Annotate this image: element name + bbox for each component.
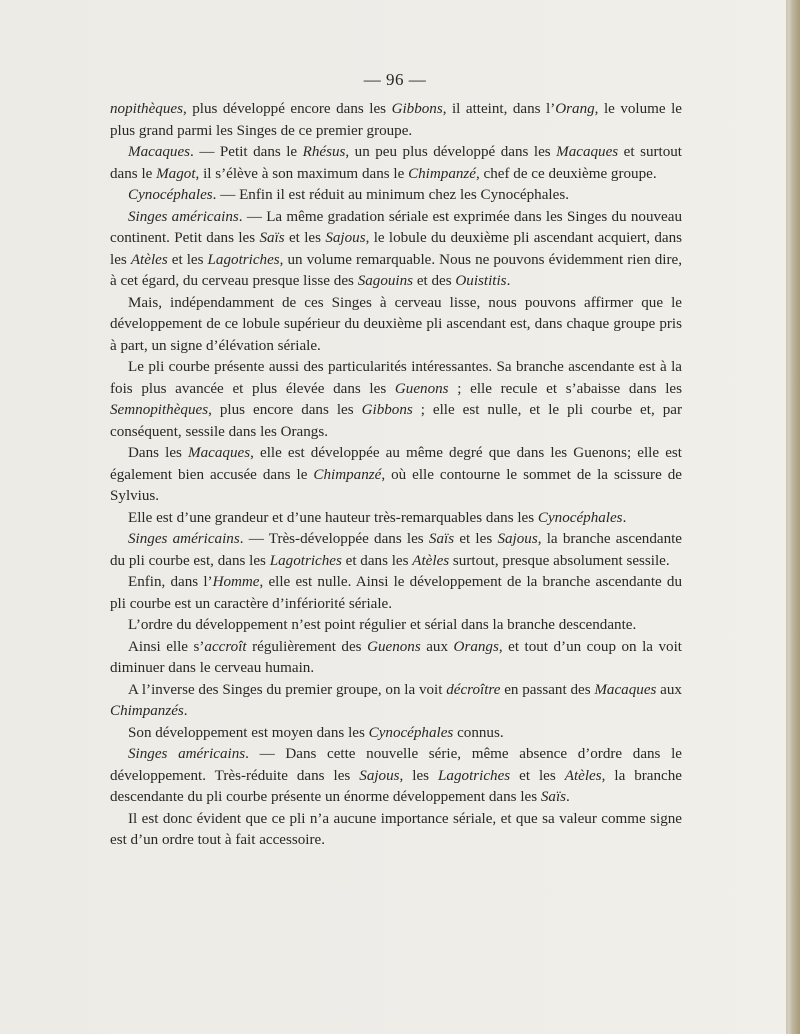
paragraph: Enfin, dans l’Homme, elle est nulle. Ainsi le développement de la branche ascendante du pli courbe est un caractère d’infériorité sériale.	[110, 574, 682, 612]
paragraph: A l’inverse des Singes du premier groupe, on la voit décroître en passant des Macaques aux Chimpanzés.	[110, 681, 682, 719]
body-text	[110, 99, 682, 852]
paragraph: Il est donc évident que ce pli n’a aucune importance sériale, et que sa valeur comme signe est d’un ordre tout à fait accessoire.	[110, 810, 682, 848]
paragraph: Ainsi elle s’accroît régulièrement des Guenons aux Orangs, et tout d’un coup on la voit diminuer dans le cerveau humain.	[110, 638, 682, 676]
paragraph: Le pli courbe présente aussi des particularités intéressantes. Sa branche ascendante est à la fois plus avancée et plus élevée dans les Guenons ; elle recule et s’abaisse dans les Semnopithèques, plus encore dans les Gibbons ; elle est nulle, et le pli courbe et, par conséquent, sessile dans les Orangs.	[110, 359, 682, 440]
paragraph: Dans les Macaques, elle est développée au même degré que dans les Guenons; elle est également bien accusée dans le Chimpanzé, où elle contourne le sommet de la scissure de Sylvius.	[110, 445, 682, 504]
paragraph: Mais, indépendamment de ces Singes à cerveau lisse, nous pouvons affirmer que le développement de ce lobule supérieur du deuxième pli ascendant est, dans chaque groupe pris à part, un signe d’élévation sériale.	[110, 294, 682, 354]
paragraph: nopithèques, plus développé encore dans les Gibbons, il atteint, dans l’Orang, le volume le plus grand parmi les Singes de ce premier groupe.	[110, 101, 682, 139]
paragraph: Son développement est moyen dans les Cynocéphales connus.	[128, 724, 504, 741]
paragraph: Elle est d’une grandeur et d’une hauteur très-remarquables dans les Cynocéphales.	[128, 509, 627, 526]
paragraph: Singes américains. — La même gradation sériale est exprimée dans les Singes du nouveau continent. Petit dans les Saïs et les Sajous, le lobule du deuxième pli ascendant acquiert, dans les Atèles et les Lagotriches, un volume remarquable. Nous ne pouvons évidemment rien dire, à cet égard, du cerveau presque lisse des Sagouins et des Ouistitis.	[110, 208, 683, 289]
paragraph: Singes américains. — Très-développée dans les Saïs et les Sajous, la branche ascendante du pli courbe est, dans les Lagotriches et dans les Atèles surtout, presque absolument sessile.	[110, 531, 683, 569]
page-edge-shadow	[788, 0, 800, 1034]
page-number: — 96 —	[363, 70, 427, 89]
paragraph: L’ordre du développement n’est point régulier et sérial dans la branche descendante.	[128, 617, 637, 633]
paragraph: Singes américains. — Dans cette nouvelle série, même absence d’ordre dans le développement. Très-réduite dans les Sajous, les Lagotriches et les Atèles, la branche descendante du pli courbe présente un énorme développement dans les Saïs.	[110, 746, 683, 805]
paragraph: Cynocéphales. — Enfin il est réduit au minimum chez les Cynocéphales.	[128, 187, 569, 203]
paragraph: Macaques. — Petit dans le Rhésus, un peu plus développé dans les Macaques et surtout dans le Magot, il s’élève à son maximum dans le Chimpanzé, chef de ce deuxième groupe.	[110, 144, 682, 182]
